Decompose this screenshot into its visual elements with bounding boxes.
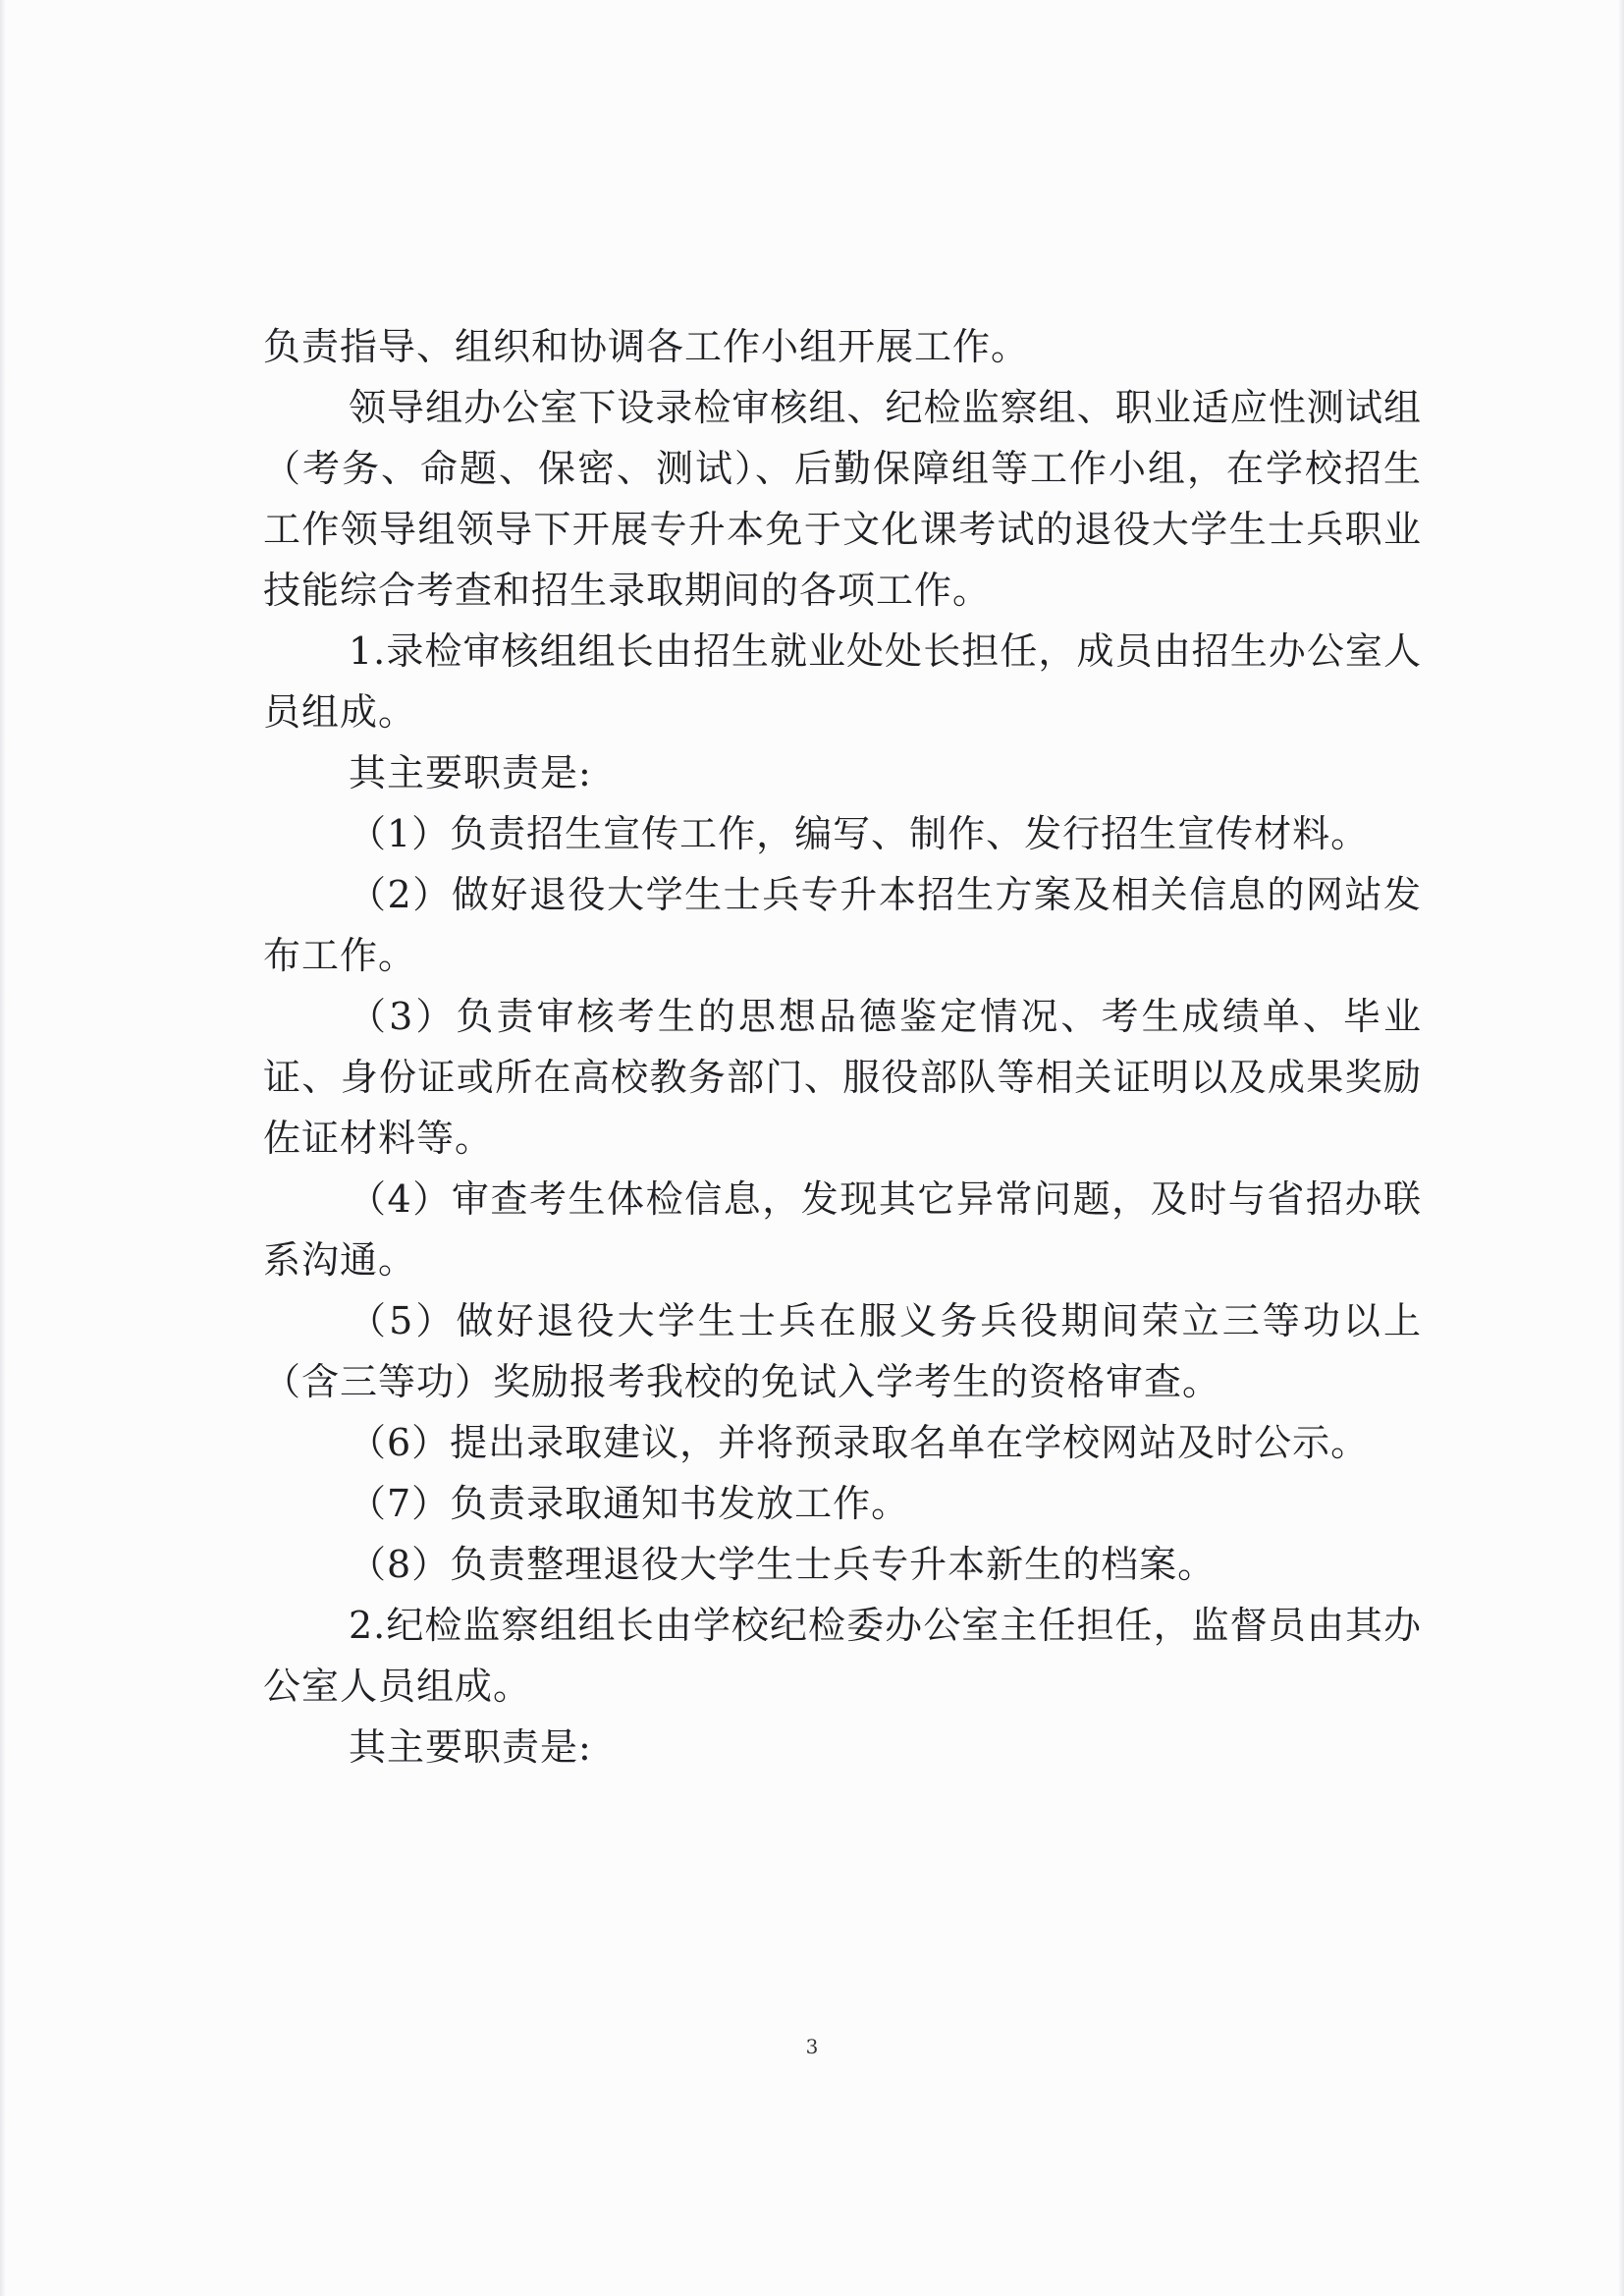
document-body: [263, 316, 1422, 1777]
list-item: （2）做好退役大学生士兵专升本招生方案及相关信息的网站发布工作。: [263, 873, 1422, 977]
list-item: （1）负责招生宣传工作，编写、制作、发行招生宣传材料。: [349, 812, 1370, 855]
paragraph: 负责指导、组织和协调各工作小组开展工作。: [263, 325, 1030, 368]
list-item: （7）负责录取通知书发放工作。: [349, 1482, 910, 1525]
list-item: （8）负责整理退役大学生士兵专升本新生的档案。: [349, 1543, 1217, 1586]
page-number: 3: [805, 2035, 819, 2058]
list-item: （6）提出录取建议，并将预录取名单在学校网站及时公示。: [349, 1421, 1370, 1464]
paragraph: 1.录检审核组组长由招生就业处处长担任，成员由招生办公室人员组成。: [263, 629, 1422, 734]
paragraph: 其主要职责是:: [349, 751, 592, 794]
list-item: （4）审查考生体检信息，发现其它异常问题，及时与省招办联系沟通。: [263, 1177, 1422, 1282]
scan-edge-left: [0, 0, 6, 2296]
list-item: （3）负责审核考生的思想品德鉴定情况、考生成绩单、毕业证、身份证或所在高校教务部门、服役部队等相关证明以及成果奖励佐证材料等。: [263, 995, 1422, 1160]
scan-edge-right: [1618, 0, 1624, 2296]
list-item: （5）做好退役大学生士兵在服义务兵役期间荣立三等功以上（含三等功）奖励报考我校的免试入学考生的资格审查。: [263, 1299, 1422, 1403]
paragraph: 2.纪检监察组组长由学校纪检委办公室主任担任，监督员由其办公室人员组成。: [263, 1604, 1422, 1708]
paragraph: 领导组办公室下设录检审核组、纪检监察组、职业适应性测试组（考务、命题、保密、测试）、后勤保障组等工作小组，在学校招生工作领导组领导下开展专升本免于文化课考试的退役大学生士兵职业技能综合考查和招生录取期间的各项工作。: [263, 386, 1422, 612]
paragraph: 其主要职责是:: [349, 1725, 592, 1769]
